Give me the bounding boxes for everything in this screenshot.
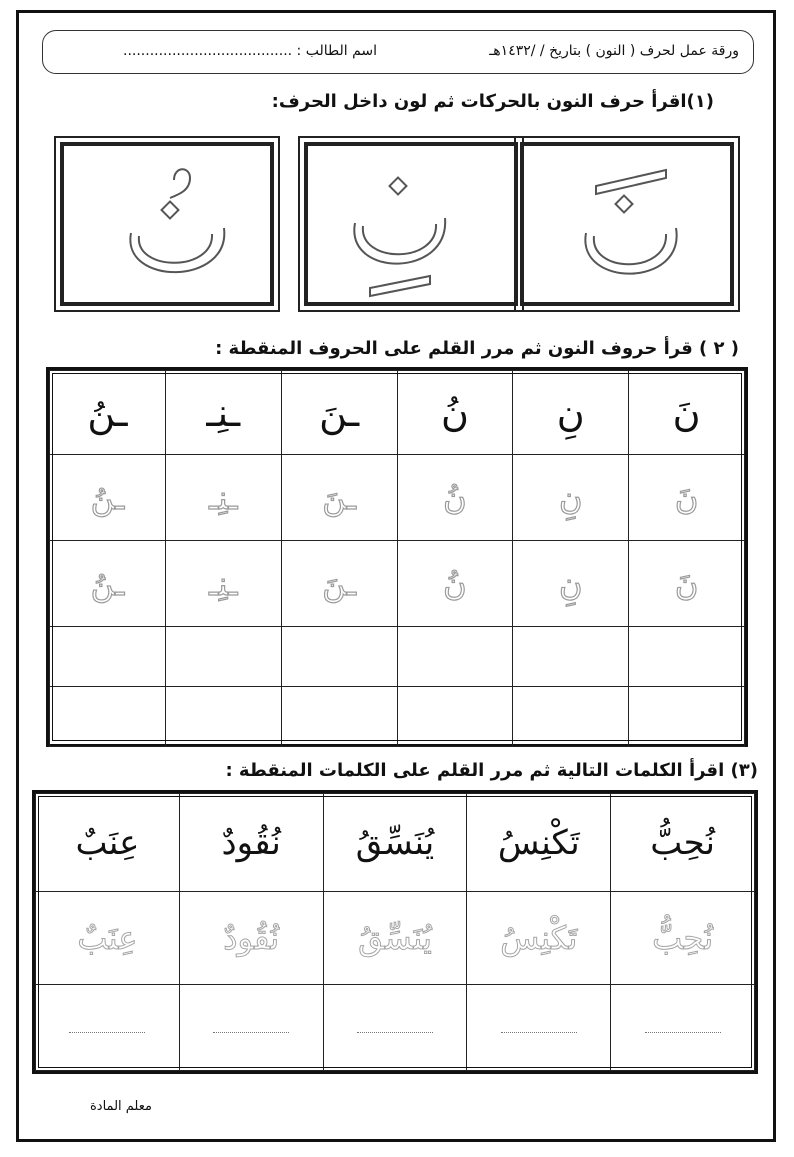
trace-cell[interactable]: نُ <box>397 541 513 627</box>
trace-cell[interactable]: ـنَ <box>281 455 397 541</box>
writing-line <box>213 1032 289 1033</box>
word-cell: يُنَسِّقُ <box>323 794 467 892</box>
word-trace-cell[interactable]: تَكْنِسُ <box>467 892 611 984</box>
blank-cell[interactable] <box>397 627 513 687</box>
word-cell: تَكْنِسُ <box>467 794 611 892</box>
trace-cell[interactable]: ـنِـ <box>165 455 281 541</box>
trace-cell[interactable]: ـنُ <box>50 455 166 541</box>
writing-line <box>645 1032 721 1033</box>
word-write-cell[interactable] <box>323 984 467 1070</box>
worksheet-title: ورقة عمل لحرف ( النون ) بتاريخ / /١٤٣٢هـ <box>489 43 739 59</box>
grid-header-cell: ـنِـ <box>165 371 281 455</box>
word-trace-cell[interactable]: نُحِبُّ <box>611 892 755 984</box>
letters-practice-grid <box>46 367 748 747</box>
writing-line <box>69 1032 145 1033</box>
teacher-signature-label: معلم المادة <box>90 1099 152 1114</box>
blank-cell[interactable] <box>629 627 745 687</box>
grid-header-cell: ـنُ <box>50 371 166 455</box>
blank-cell[interactable] <box>50 687 166 747</box>
blank-cell[interactable] <box>281 627 397 687</box>
word-write-cell[interactable] <box>36 984 180 1070</box>
word-trace-cell[interactable]: نُقُودٌ <box>179 892 323 984</box>
word-cell: نُحِبُّ <box>611 794 755 892</box>
outlined-letter-noon-kasra <box>300 138 494 314</box>
grid-header-cell: ـنَ <box>281 371 397 455</box>
trace-cell[interactable]: ـنِـ <box>165 541 281 627</box>
outlined-letter-noon-damma <box>56 138 282 314</box>
blank-cell[interactable] <box>165 687 281 747</box>
word-write-cell[interactable] <box>179 984 323 1070</box>
worksheet-header <box>42 30 754 74</box>
trace-cell[interactable]: نَ <box>629 541 745 627</box>
blank-cell[interactable] <box>513 687 629 747</box>
student-name-field[interactable]: اسم الطالب : ...................................... <box>123 43 378 59</box>
letter-box-kasra <box>298 136 524 312</box>
blank-cell[interactable] <box>281 687 397 747</box>
blank-cell[interactable] <box>165 627 281 687</box>
word-write-cell[interactable] <box>611 984 755 1070</box>
outlined-letter-noon-fatha <box>516 138 742 314</box>
writing-line <box>357 1032 433 1033</box>
trace-cell[interactable]: نَ <box>629 455 745 541</box>
section2-title: ( ٢ ) قرأ حروف النون ثم مرر القلم على الحروف المنقطة : <box>215 338 739 359</box>
grid-header-cell: نُ <box>397 371 513 455</box>
word-write-cell[interactable] <box>467 984 611 1070</box>
word-trace-cell[interactable]: عِنَبٌ <box>36 892 180 984</box>
word-trace-cell[interactable]: يُنَسِّقُ <box>323 892 467 984</box>
blank-cell[interactable] <box>397 687 513 747</box>
section1-title: (١)اقرأ حرف النون بالحركات ثم لون داخل الحرف: <box>271 91 714 112</box>
grid-header-cell: نِ <box>513 371 629 455</box>
letter-box-fatha <box>514 136 740 312</box>
word-cell: عِنَبٌ <box>36 794 180 892</box>
words-practice-grid <box>32 790 758 1074</box>
trace-cell[interactable]: نِ <box>513 455 629 541</box>
grid-header-cell: نَ <box>629 371 745 455</box>
trace-cell[interactable]: نُ <box>397 455 513 541</box>
trace-cell[interactable]: ـنُ <box>50 541 166 627</box>
section3-title: (٣) اقرأ الكلمات التالية ثم مرر القلم على الكلمات المنقطة : <box>225 760 758 781</box>
blank-cell[interactable] <box>50 627 166 687</box>
trace-cell[interactable]: ـنَ <box>281 541 397 627</box>
writing-line <box>501 1032 577 1033</box>
word-cell: نُقُودٌ <box>179 794 323 892</box>
blank-cell[interactable] <box>629 687 745 747</box>
trace-cell[interactable]: نِ <box>513 541 629 627</box>
blank-cell[interactable] <box>513 627 629 687</box>
letter-box-damma <box>54 136 280 312</box>
